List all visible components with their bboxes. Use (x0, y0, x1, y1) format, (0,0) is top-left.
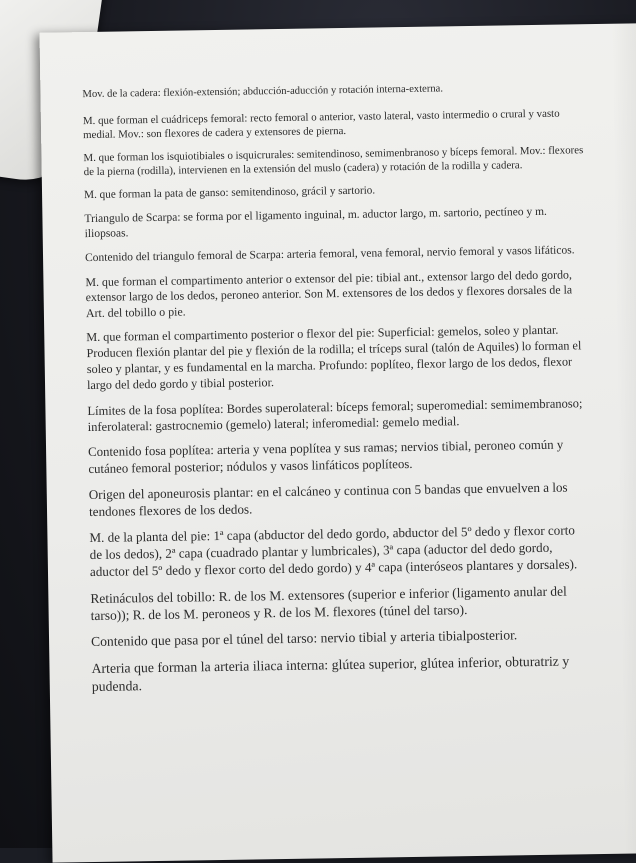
paragraph-tarsal-tunnel: Contenido que pasa por el túnel del tarso: nervio tibial y arteria tibialposterior. (90, 627, 518, 650)
paragraph-internal-iliac: Arteria que forman la arteria iliaca interna: glútea superior, glútea inferior, obturatriz y pudenda. (91, 653, 570, 694)
paragraph-posterior-compartment: M. que forman el compartimento posterior o flexor del pie: Superficial: gemelos, soleo y plantar. Producen flexión plantar del pie y flexión de la rodilla; el tríceps sural (talón de Aquiles) lo forman el soleo y plantar, y es fundamental en la marcha. Profundo: poplíteo, flexor largo de los dedos, flexor largo del dedo gordo y tibial posterior. (86, 322, 582, 392)
paragraph-pes-anserinus: M. que forman la pata de ganso: semitendinoso, grácil y sartorio. (83, 184, 376, 202)
paragraph-scarpa-triangle: Triangulo de Scarpa: se forma por el ligamento inguinal, m. aductor largo, m. sartorio, pectíneo y m. iliopsoas. (84, 205, 547, 241)
paragraph-plantar-aponeurosis: Origen del aponeurosis plantar: en el calcáneo y continua con 5 bandas que envuelven a los tendones flexores de los dedos. (88, 479, 568, 520)
sheet-edge-shadow (611, 23, 636, 853)
document-body (82, 80, 592, 705)
paragraph-hamstrings: M. que forman los isquiotibiales o isquicrurales: semitendinoso, semimenbranoso y bíceps femoral. Mov.: flexores de la pierna (rodilla), intervienen en la extensión del muslo (cadera) y rotación de la rodilla y cadera. (83, 144, 584, 179)
paragraph-ankle-retinacula: Retináculos del tobillo: R. de los M. extensores (superior e inferior (ligamento anular del tarso)); R. de los M. peroneos y R. de los M. flexores (túnel del tarso). (90, 583, 567, 623)
paragraph-sole-muscles: M. de la planta del pie: 1ª capa (abductor del dedo gordo, abductor del 5º dedo y flexor corto de los dedos), 2ª capa (cuadrado plantar y lumbricales), 3ª capa (aductor del dedo gordo, aductor del 5º dedo y flexor corto del dedo gordo) y 4ª capa (interóseos plantares y dorsales). (89, 522, 578, 580)
paragraph-popliteal-limits: Límites de la fosa poplítea: Bordes superolateral: bíceps femoral; superomedial: semimembranoso; inferolateral: gastrocnemio (gemelo) lateral; inferomedial: gemelo medial. (87, 395, 583, 434)
paragraph-hip-movements: Mov. de la cadera: flexión-extensión; abducción-aducción y rotación interna-externa. (82, 83, 444, 101)
paper-sheet (40, 23, 636, 862)
paragraph-popliteal-contents: Contenido fosa poplítea: arteria y vena poplítea y sus ramas; nervios tibial, peroneo común y cutáneo femoral posterior; nódulos y vasos linfáticos poplíteos. (88, 437, 564, 476)
paragraph-scarpa-contents: Contenido del triangulo femoral de Scarpa: arteria femoral, vena femoral, nervio femoral y vasos lifáticos. (84, 244, 575, 264)
paragraph-quadriceps: M. que forman el cuádriceps femoral: recto femoral o anterior, vasto lateral, vasto intermedio o crural y vasto medial. Mov.: son flexores de cadera y extensores de pierna. (82, 107, 560, 142)
paragraph-anterior-compartment: M. que forman el compartimento anterior o extensor del pie: tibial ant., extensor largo del dedo gordo, extensor largo de los dedos, peroneo anterior. Son M. extensores de los dedos y flexores dorsales de la Art. del tobillo o pie. (85, 267, 573, 320)
